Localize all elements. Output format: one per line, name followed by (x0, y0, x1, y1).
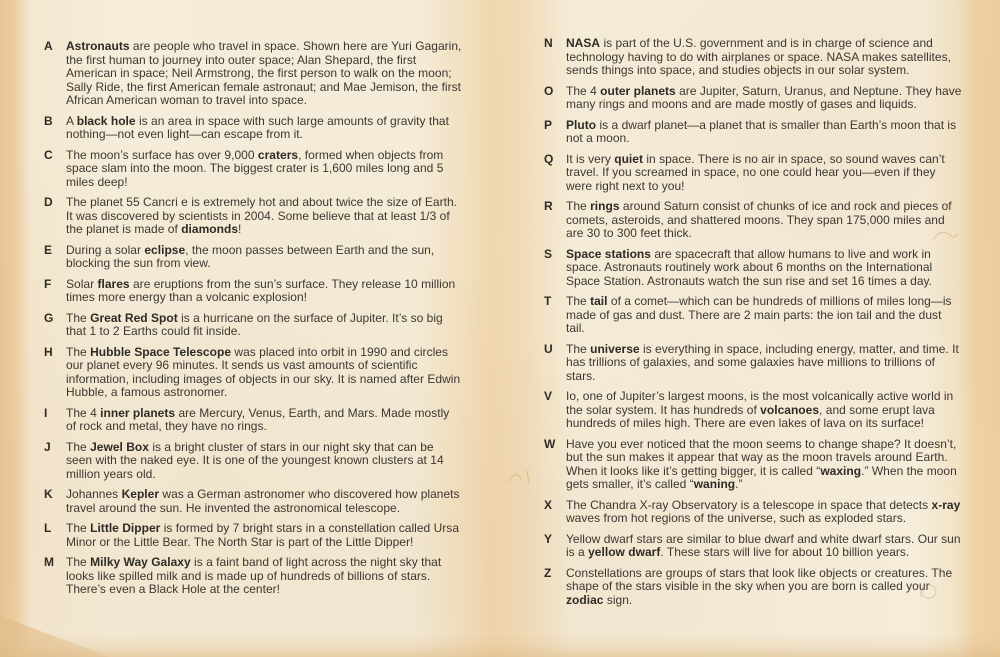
entry-text: During a solar eclipse, the moon passes between Earth and the sun, blocking the sun from view. (66, 242, 435, 270)
glossary-entry-z (544, 567, 962, 608)
glossary-entry-b (44, 115, 462, 142)
glossary-entry-q (544, 153, 962, 194)
entry-text: The rings around Saturn consist of chunks of ice and rock and pieces of comets, asteroids, and shattered moons. They span 175,000 miles and are 30 to 300 feet thick. (566, 199, 952, 240)
entry-letter: V (544, 389, 553, 403)
entry-term: Astronauts (66, 39, 130, 53)
entry-term: tail (590, 294, 608, 308)
entry-term: volcanoes (760, 402, 820, 417)
entry-term: zodiac (566, 592, 604, 607)
entry-term: diamonds (181, 222, 239, 236)
glossary-entry-e (44, 244, 462, 271)
entry-letter: F (44, 276, 52, 291)
entry-term: inner planets (100, 405, 176, 420)
entry-text: The 4 outer planets are Jupiter, Saturn, Uranus, and Neptune. They have many rings and moons and are made mostly of gases and liquids. (566, 83, 962, 111)
entry-text: Pluto is a dwarf planet—a planet that is smaller than Earth’s moon that is not a moon. (566, 117, 957, 145)
entry-text: Johannes Kepler was a German astronomer who discovered how planets travel around the sun. He invented the astronomical telescope. (66, 487, 460, 515)
glossary-entry-g (44, 312, 462, 339)
entry-letter: J (44, 439, 51, 454)
entry-term: Space stations (566, 246, 651, 261)
entry-text: NASA is part of the U.S. government and is in charge of science and technology having to do with airplanes or space. NASA makes satellites, sends things into space, and studies objects in our solar system. (566, 36, 951, 77)
entry-text: Solar flares are eruptions from the sun’s surface. They release 10 million times more energy than a volcanic explosion! (66, 276, 456, 304)
entry-term: Hubble Space Telescope (90, 344, 232, 359)
entry-text: Constellations are groups of stars that look like objects or creatures. The shape of the stars visible in the sky when you are born is called your zodiac sign. (566, 565, 953, 607)
entry-term: craters (257, 147, 299, 162)
entry-letter: T (544, 294, 552, 308)
glossary-entry-s (544, 248, 962, 289)
glossary-entry-d (44, 196, 462, 237)
glossary-entry-h (44, 346, 462, 400)
entry-letter: M (44, 555, 54, 569)
entry-text: The Hubble Space Telescope was placed into orbit in 1990 and circles our planet every 96 minutes. It sends us vast amounts of scientific information, including images of objects in our sky. It is named after Edwin Hubble, a famous astronomer. (66, 344, 461, 399)
entry-term: rings (590, 199, 620, 213)
glossary-page-right (544, 37, 962, 607)
entry-term: quiet (614, 151, 643, 166)
entry-term: waxing (820, 463, 862, 478)
glossary-entry-n (544, 37, 962, 78)
entry-letter: O (544, 83, 554, 98)
glossary-entry-p (544, 119, 962, 146)
entry-text: Have you ever noticed that the moon seems to change shape? It doesn’t, but the sun makes it appear that way as the moon travels around Earth. When it looks like it’s getting bigger, it is called “waxing.” When the moon gets smaller, it’s called “waning.” (566, 436, 957, 491)
glossary-entry-x (544, 499, 962, 526)
entry-term: outer planets (600, 83, 676, 98)
entry-letter: N (544, 36, 553, 50)
entry-term: flares (97, 276, 130, 291)
glossary-entry-j (44, 441, 462, 482)
entry-term: Pluto (566, 117, 597, 132)
entry-letter: B (44, 113, 53, 128)
page-corner-fold (0, 607, 110, 657)
entry-text: The planet 55 Cancri e is extremely hot and about twice the size of Earth. It was discovered by scientists in 2004. Some believe that at least 1/3 of the planet is made of diamonds! (66, 195, 458, 236)
entry-letter: Q (544, 151, 554, 166)
paper-doodle (505, 465, 539, 489)
glossary-entry-a (44, 40, 462, 108)
glossary-page-left (44, 40, 462, 597)
entry-letter: X (544, 497, 553, 512)
entry-term: NASA (566, 36, 601, 50)
glossary-entry-m (44, 556, 462, 597)
entry-term: Great Red Spot (90, 310, 178, 325)
entry-letter: W (544, 436, 556, 451)
entry-letter: E (44, 242, 53, 257)
entry-letter: H (44, 344, 53, 359)
entry-text: The Milky Way Galaxy is a faint band of light across the night sky that looks like spilled milk and is made up of hundreds of billions of stars. There’s even a Black Hole at the center! (66, 555, 442, 596)
entry-text: The 4 inner planets are Mercury, Venus, Earth, and Mars. Made mostly of rock and metal, they have no rings. (66, 405, 450, 433)
glossary-entry-k (44, 488, 462, 515)
entry-term: black hole (76, 113, 136, 128)
entry-text: Yellow dwarf stars are similar to blue dwarf and white dwarf stars. Our sun is a yellow dwarf. These stars will live for about 10 billion years. (566, 531, 961, 559)
entry-term: Kepler (121, 487, 160, 501)
entry-text: The universe is everything in space, including energy, matter, and time. It has trillions of galaxies, and some galaxies have millions to trillions of stars. (566, 341, 959, 383)
entry-text: The Little Dipper is formed by 7 bright stars in a constellation called Ursa Minor or the Little Bear. The North Star is part of the Little Dipper! (66, 521, 460, 549)
entry-term: Milky Way Galaxy (90, 555, 191, 569)
entry-term: yellow dwarf (588, 545, 661, 559)
entry-text: Astronauts are people who travel in space. Shown here are Yuri Gagarin, the first human to journey into outer space; Alan Shepard, the first American in space; Neil Armstrong, the first person to walk on the moon; Sally Ride, the first American female astronaut; and Mae Jemison, the first African American woman to travel into space. (66, 39, 462, 107)
glossary-entry-o (544, 85, 962, 112)
entry-text: The Great Red Spot is a hurricane on the surface of Jupiter. It’s so big that 1 to 2 Earths could fit inside. (66, 310, 443, 338)
glossary-entry-v (544, 390, 962, 431)
entry-text: The moon’s surface has over 9,000 craters, formed when objects from space slam into the moon. The biggest crater is 1,600 miles long and 5 miles deep! (66, 147, 444, 189)
entry-letter: S (544, 246, 553, 261)
entry-term: eclipse (144, 242, 186, 257)
entry-letter: I (44, 405, 48, 420)
glossary-entry-y (544, 533, 962, 560)
glossary-entry-r (544, 200, 962, 241)
entry-text: The tail of a comet—which can be hundreds of millions of miles long—is made of gas and dust. There are 2 main parts: the ion tail and the dust tail. (566, 294, 952, 335)
entry-text: The Jewel Box is a bright cluster of stars in our night sky that can be seen with the naked eye. It is one of the youngest known clusters at 14 million years old. (66, 439, 444, 481)
entry-text: The Chandra X-ray Observatory is a telescope in space that detects x-ray waves from hot regions of the universe, such as exploded stars. (566, 497, 961, 525)
entry-term: universe (590, 341, 640, 356)
glossary-entry-i (44, 407, 462, 434)
entry-letter: L (44, 521, 52, 535)
entry-letter: C (44, 147, 53, 162)
entry-text: A black hole is an area in space with such large amounts of gravity that nothing—not even light—can escape from it. (66, 113, 449, 141)
glossary-entry-u (544, 343, 962, 384)
glossary-entry-f (44, 278, 462, 305)
entry-letter: Y (544, 531, 553, 546)
entry-letter: U (544, 341, 553, 356)
entry-term: Jewel Box (90, 439, 149, 454)
entry-text: Space stations are spacecraft that allow humans to live and work in space. Astronauts routinely work about 6 months on the International Space Station. Astronauts watch the sun rise and set 16 times a day. (566, 246, 933, 288)
glossary-entry-l (44, 522, 462, 549)
entry-letter: A (44, 39, 53, 53)
entry-letter: R (544, 199, 553, 213)
entry-letter: G (44, 310, 54, 325)
glossary-entry-c (44, 149, 462, 190)
glossary-entry-t (544, 295, 962, 336)
entry-letter: K (44, 487, 53, 501)
entry-letter: D (44, 195, 53, 209)
entry-term: waning (693, 477, 736, 491)
glossary-entry-w (544, 438, 962, 492)
entry-text: Io, one of Jupiter’s largest moons, is the most volcanically active world in the solar system. It has hundreds of volcanoes, and some erupt lava hundreds of miles high. There are even lakes of lava on its surface! (566, 389, 954, 430)
entry-term: Little Dipper (90, 521, 161, 535)
entry-letter: Z (544, 565, 552, 580)
entry-term: x-ray (931, 497, 961, 512)
entry-text: It is very quiet in space. There is no air in space, so sound waves can’t travel. If you screamed in space, no one could hear you—even if they were right next to you! (566, 151, 945, 193)
entry-letter: P (544, 117, 553, 132)
